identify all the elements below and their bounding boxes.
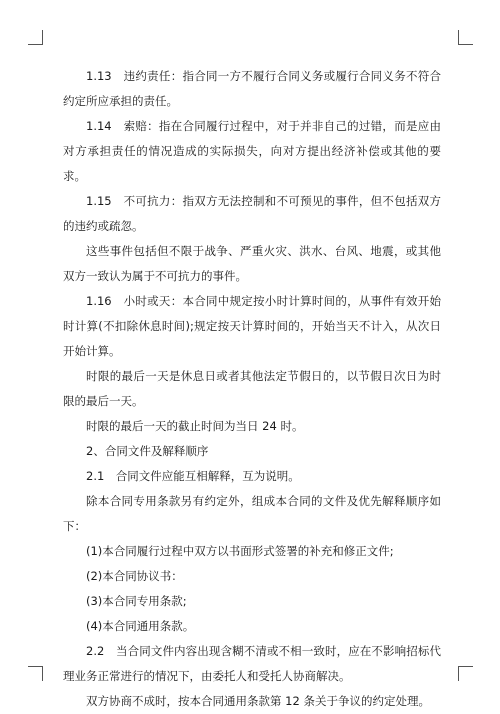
clause-1-15: 1.15 不可抗力：指双方无法控制和不可预见的事件，但不包括双方的违约或疏忽。: [63, 194, 441, 233]
section-heading-2: 2、合同文件及解释顺序: [86, 444, 209, 458]
document-order-item: (4)本合同通用条款。: [86, 619, 195, 633]
deadline-cutoff-rule: 时限的最后一天的截止时间为当日 24 时。: [86, 419, 304, 433]
force-majeure-examples: 这些事件包括但不限于战争、严重火灾、洪水、台风、地震，或其他双方一致认为属于不可抗力的事件。: [63, 244, 441, 283]
clause-2-1: 2.1 合同文件应能互相解释，互为说明。: [86, 469, 300, 483]
document-order-item: (3)本合同专用条款;: [86, 594, 187, 608]
clause-1-16: 1.16 小时或天：本合同中规定按小时计算时间的，从事件有效开始时计算(不扣除休息时间);规定按天计算时间的，开始当天不计入，从次日开始计算。: [63, 294, 441, 358]
deadline-holiday-rule: 时限的最后一天是休息日或者其他法定节假日的，以节假日次日为时限的最后一天。: [63, 369, 441, 408]
dispute-resolution-note: 双方协商不成时，按本合同通用条款第 12 条关于争议的约定处理。: [86, 694, 430, 708]
corner-mark-top-right: [458, 30, 473, 45]
corner-mark-top-left: [28, 30, 43, 45]
corner-mark-bottom-left: [28, 666, 43, 681]
document-order-item: (2)本合同协议书：: [86, 569, 183, 583]
document-order-item: (1)本合同履行过程中双方以书面形式签署的补充和修正文件;: [86, 544, 394, 558]
corner-mark-bottom-right: [458, 666, 473, 681]
document-body: [63, 64, 441, 714]
clause-1-13: 1.13 违约责任：指合同一方不履行合同义务或履行合同义务不符合约定所应承担的责任。: [63, 69, 441, 108]
clause-2-2: 2.2 当合同文件内容出现含糊不清或不相一致时，应在不影响招标代理业务正常进行的情况下，由委托人和受托人协商解决。: [63, 644, 441, 683]
document-order-intro: 除本合同专用条款另有约定外，组成本合同的文件及优先解释顺序如下：: [63, 494, 441, 533]
clause-1-14: 1.14 索赔：指在合同履行过程中，对于并非自己的过错，而是应由对方承担责任的情况造成的实际损失，向对方提出经济补偿或其他的要求。: [63, 119, 441, 183]
